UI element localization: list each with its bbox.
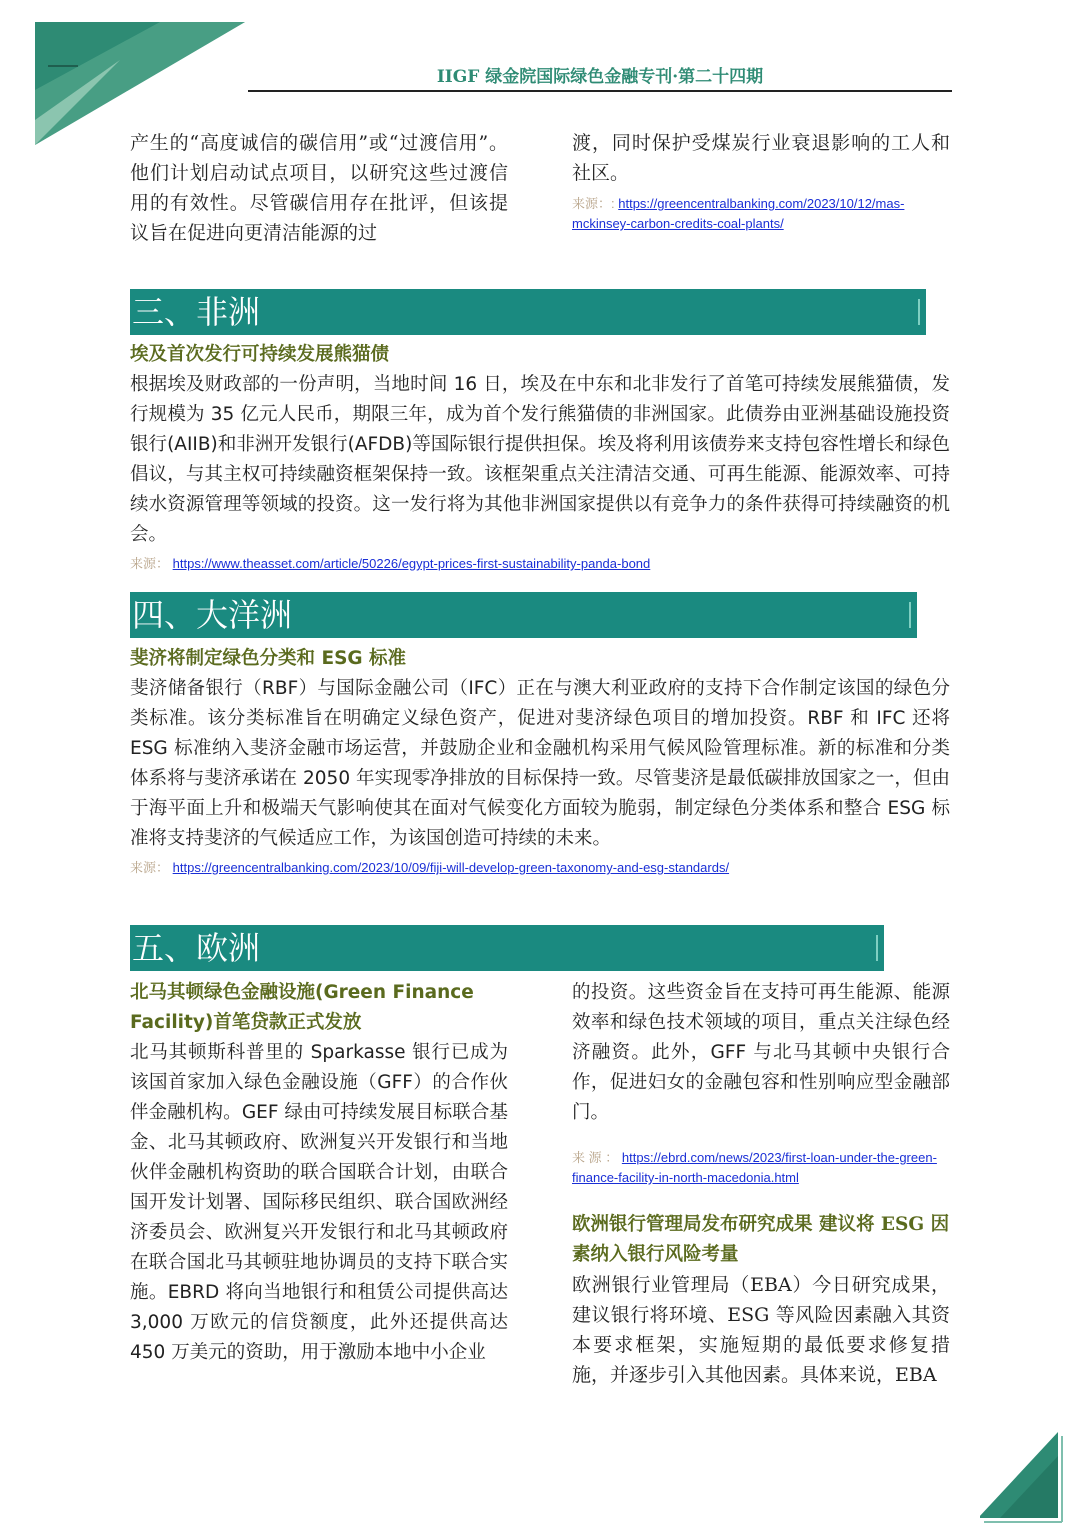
section-header-oceania <box>130 592 917 638</box>
europe-left-column <box>130 978 508 1368</box>
article-source <box>130 858 950 878</box>
article-body-right: 的投资。这些资金旨在支持可再生能源、能源效率和绿色技术领域的项目，重点关注绿色经济融资。此外，GFF 与北马其顿中央银行合作，促进妇女的金融包容和性别响应型金融部门。 <box>572 982 950 1123</box>
source-label: 来源：: <box>572 196 615 211</box>
article-headline: 北马其顿绿色金融设施(Green Finance Facility)首笔贷款正式发放 <box>130 982 474 1033</box>
section-bar-mark <box>909 602 911 628</box>
article-headline: 斐济将制定绿色分类和 ESG 标准 <box>130 648 407 669</box>
europe-right-column <box>572 978 950 1390</box>
footer-corner-decoration <box>980 1426 1080 1526</box>
article-body-left: 北马其顿斯科普里的 Sparkasse 银行已成为该国首家加入绿色金融设施（GFF）的合作伙伴金融机构。GEF 绿由可持续发展目标联合基金、北马其顿政府、欧洲复兴开发银行和当地伙伴金融机构资助的联合国联合计划，由联合国开发计划署、国际移民组织、联合国欧洲经济委员会、欧洲复兴开发银行和北马其顿政府在联合国北马其顿驻地协调员的支持下联合实施。EBRD 将向当地银行和租赁公司提供高达 3,000 万欧元的信贷额度，此外还提供高达 450 万美元的资助，用于激励本地中小企业 <box>130 1042 508 1363</box>
article-headline-2: 欧洲银行管理局发布研究成果 建议将 ESG 因素纳入银行风险考量 <box>572 1214 950 1265</box>
journal-title: IIGF 绿金院国际绿色金融专刊·第二十四期 <box>436 67 764 87</box>
article-body-2: 欧洲银行业管理局（EBA）今日研究成果，建议银行将环境、ESG 等风险因素融入其资本要求框架，实施短期的最低要求修复措施，并逐步引入其他因素。具体来说，EBA <box>572 1274 950 1386</box>
source-label: 来源： <box>130 556 170 571</box>
source-label: 来源： <box>130 860 170 875</box>
top-left-column <box>130 128 508 248</box>
source-link[interactable]: https://www.theasset.com/article/50226/egypt-prices-first-sustainability-panda-bond <box>172 556 651 571</box>
article-headline: 埃及首次发行可持续发展熊猫债 <box>130 344 390 365</box>
top-right-column <box>572 128 950 234</box>
africa-article <box>130 340 950 574</box>
source-label: 来 源 ： <box>572 1150 619 1165</box>
oceania-article <box>130 644 950 878</box>
section-header-europe <box>130 925 884 971</box>
source-link[interactable]: https://greencentralbanking.com/2023/10/12/mas-mckinsey-carbon-credits-coal-plants/ <box>572 196 905 231</box>
source-link[interactable]: https://greencentralbanking.com/2023/10/09/fiji-will-develop-green-taxonomy-and-esg-standards/ <box>172 860 730 875</box>
top-left-paragraph: 产生的“高度诚信的碳信用”或“过渡信用”。他们计划启动试点项目，以研究这些过渡信用的有效性。尽管碳信用存在批评，但该提议旨在促进向更清洁能源的过 <box>130 132 508 244</box>
section-title: 五、欧洲 <box>132 929 261 967</box>
header-rule <box>248 90 952 92</box>
top-right-paragraph: 渡，同时保护受煤炭行业衰退影响的工人和社区。 <box>572 132 950 184</box>
section-title: 三、非洲 <box>132 293 261 331</box>
source-link[interactable]: https://ebrd.com/news/2023/first-loan-under-the-green-finance-facility-in-north-macedonia.html <box>572 1150 937 1185</box>
section-bar-mark <box>876 935 878 961</box>
section-title: 四、大洋洲 <box>132 596 293 634</box>
article-body: 斐济储备银行（RBF）与国际金融公司（IFC）正在与澳大利亚政府的支持下合作制定该国的绿色分类标准。该分类标准旨在明确定义绿色资产，促进对斐济绿色项目的增加投资。RBF 和 IFC 还将 ESG 标准纳入斐济金融市场运营，并鼓励企业和金融机构采用气候风险管理标准。新的标准和分类体系将与斐济承诺在 2050 年实现零净排放的目标保持一致。尽管斐济是最低碳排放国家之一，但由于海平面上升和极端天气影响使其在面对气候变化方面较为脆弱，制定绿色分类体系和整合 ESG 标准将支持斐济的气候适应工作，为该国创造可持续的未来。 <box>130 678 950 849</box>
article-source <box>572 1148 950 1188</box>
top-source <box>572 194 950 234</box>
section-header-africa <box>130 289 926 335</box>
article-body: 根据埃及财政部的一份声明，当地时间 16 日，埃及在中东和北非发行了首笔可持续发展熊猫债，发行规模为 35 亿元人民币，期限三年，成为首个发行熊猫债的非洲国家。此债券由亚洲基础设施投资银行(AIIB)和非洲开发银行(AFDB)等国际银行提供担保。埃及将利用该债券来支持包容性增长和绿色倡议，与其主权可持续融资框架保持一致。该框架重点关注清洁交通、可再生能源、能源效率、可持续水资源管理等领域的投资。这一发行将为其他非洲国家提供以有竞争力的条件获得可持续融资的机会。 <box>130 374 950 545</box>
section-bar-mark <box>918 299 920 325</box>
article-source <box>130 554 950 574</box>
